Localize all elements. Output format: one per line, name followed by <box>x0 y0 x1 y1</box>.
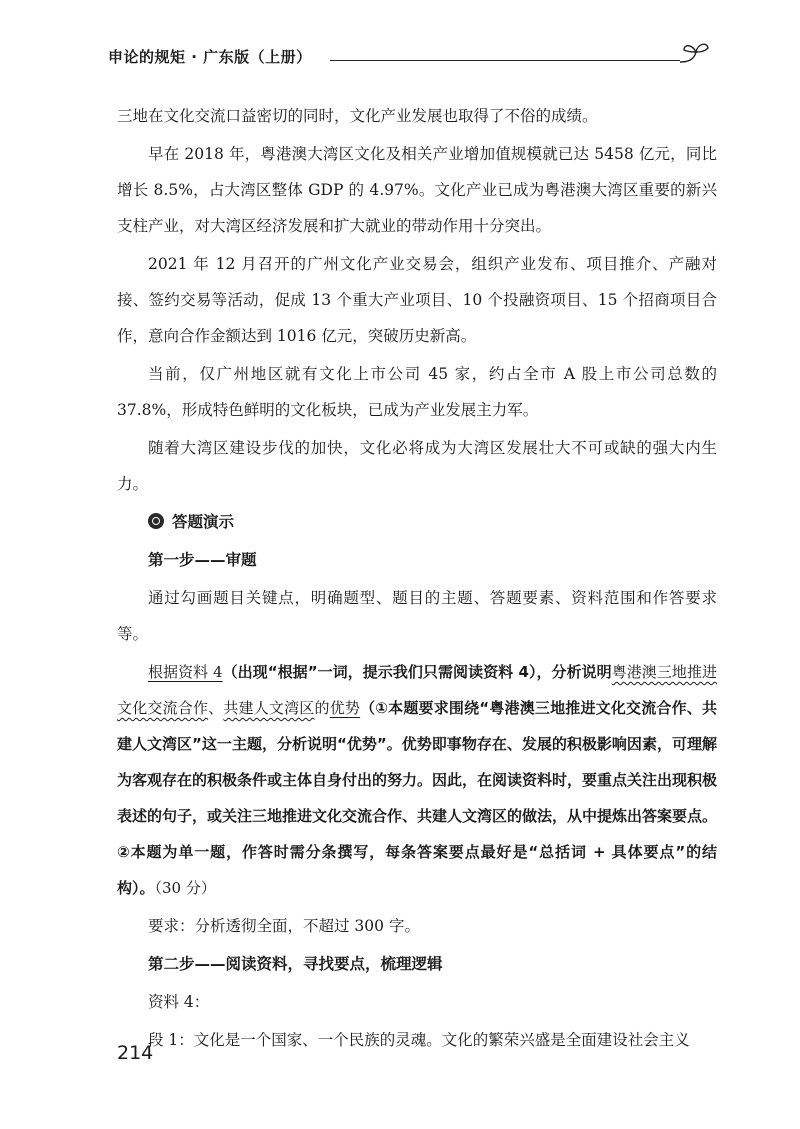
paragraph: 当前，仅广州地区就有文化上市公司 45 家，约占全市 A 股上市公司总数的 37.8%，形成特色鲜明的文化板块，已成为产业发展主力军。 <box>117 365 717 419</box>
running-header <box>108 40 708 70</box>
question-topic-a: 粤港澳三地推进文化交流合作 <box>117 663 717 717</box>
paragraph: 随着大湾区建设步伐的加快，文化必将成为大湾区发展壮大不可或缺的强大内生力。 <box>117 439 717 493</box>
question-note: （①本题要求围绕“粤港澳三地推进文化交流合作、共建人文湾区”这一主题，分析说明“优势”。优势即事物存在、发展的积极影响因素，可理解为客观存在的积极条件或主体自身付出的努力。因此，在阅读资料时，要重点关注出现积极表述的句子，或关注三地推进文化交流合作、共建人文湾区的做法，从中提炼出答案要点。②本题为单一题，作答时需分条撰写，每条答案要点最好是“总括词 + 具体要点”的结构）。 <box>117 699 718 897</box>
question-score: （30 分） <box>154 879 216 897</box>
paragraph: 早在 2018 年，粤港澳大湾区文化及相关产业增加值规模就已达 5458 亿元，同比增长 8.5%，占大湾区整体 GDP 的 4.97%。文化产业已成为粤港澳大湾区重要的新兴支柱产业，对大湾区经济发展和扩大就业的带动作用十分突出。 <box>117 145 717 235</box>
question-text <box>117 654 717 906</box>
demo-heading-label: 答题演示 <box>172 513 235 531</box>
requirement: 要求：分析透彻全面，不超过 300 字。 <box>148 917 420 935</box>
header-rule <box>330 60 680 61</box>
question-paren: （出现“根据”一词，提示我们只需阅读资料 4），分析说明 <box>222 663 612 681</box>
step2-heading: 第二步——阅读资料，寻找要点，梳理逻辑 <box>148 955 443 973</box>
demo-badge-icon <box>148 513 164 529</box>
paragraph: 三地在文化交流口益密切的同时，文化产业发展也取得了不俗的成绩。 <box>117 107 598 125</box>
question-prefix: 根据资料 4 <box>148 663 223 681</box>
page-number: 214 <box>117 1042 154 1064</box>
step1-heading: 第一步——审题 <box>148 551 257 569</box>
material-label: 资料 4： <box>148 993 210 1011</box>
demo-heading <box>117 504 717 540</box>
step1-intro: 通过勾画题目关键点，明确题型、题目的主题、答题要素、资料范围和作答要求等。 <box>117 589 717 643</box>
header-title: 申论的规矩 · 广东版（上册） <box>108 48 312 66</box>
body-text <box>117 98 717 1060</box>
paragraph: 2021 年 12 月召开的广州文化产业交易会，组织产业发布、项目推介、产融对接、签约交易等活动，促成 13 个重大产业项目、10 个投融资项目、15 个招商项目合作，意向合作金额达到 1016 亿元，突破历史新高。 <box>117 255 717 345</box>
sprout-icon <box>676 40 712 68</box>
question-de: 的 <box>314 699 330 717</box>
question-youshi: 优势 <box>329 699 361 717</box>
question-sep: 、 <box>208 699 224 717</box>
material-paragraph: 段 1：文化是一个国家、一个民族的灵魂。文化的繁荣兴盛是全面建设社会主义 <box>148 1031 690 1049</box>
question-topic-b: 共建人文湾区 <box>223 699 315 717</box>
